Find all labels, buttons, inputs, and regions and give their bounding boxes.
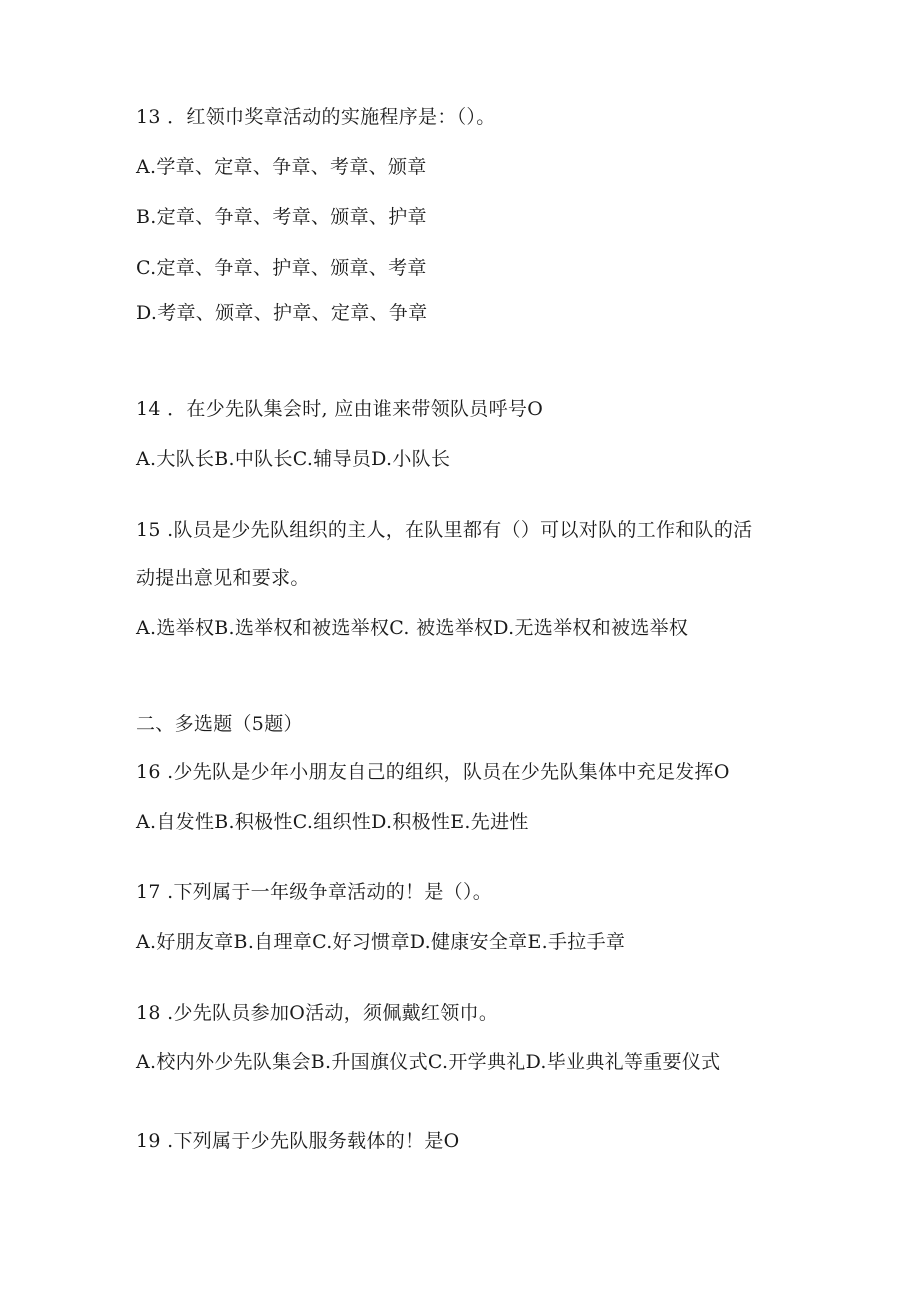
q15-options: A.选举权B.选举权和被选举权C. 被选举权D.无选举权和被选举权 <box>136 617 689 639</box>
q17-options: A.好朋友章B.自理章C.好习惯章D.健康安全章E.手拉手章 <box>136 931 626 953</box>
q13-stem: 13 ．红领巾奖章活动的实施程序是：（）。 <box>136 106 496 128</box>
q13-option-c: C.定章、争章、护章、颁章、考章 <box>136 257 427 279</box>
q13-option-b: B.定章、争章、考章、颁章、护章 <box>136 206 427 228</box>
section-heading: 二、多选题（5题） <box>136 713 303 735</box>
q18-options: A.校内外少先队集会B.升国旗仪式C.开学典礼D.毕业典礼等重要仪式 <box>136 1051 721 1073</box>
q17-stem: 17 .下列属于一年级争章活动的！是（）。 <box>136 881 493 903</box>
q19-stem: 19 .下列属于少先队服务载体的！是O <box>136 1130 460 1152</box>
q16-stem: 16 .少先队是少年小朋友自己的组织，队员在少先队集体中充足发挥O <box>136 761 730 783</box>
q14-options: A.大队长B.中队长C.辅导员D.小队长 <box>136 448 451 470</box>
q15-stem-line1: 15 .队员是少先队组织的主人，在队里都有（）可以对队的工作和队的活 <box>136 519 753 541</box>
q15-stem-line2: 动提出意见和要求。 <box>136 567 310 589</box>
q13-option-a: A.学章、定章、争章、考章、颁章 <box>136 156 427 178</box>
q13-option-d: D.考章、颁章、护章、定章、争章 <box>136 302 428 324</box>
q18-stem: 18 .少先队员参加O活动，须佩戴红领巾。 <box>136 1002 499 1024</box>
q14-stem: 14 ．在少先队集会时, 应由谁来带领队员呼号O <box>136 398 544 420</box>
q16-options: A.自发性B.积极性C.组织性D.积极性E.先进性 <box>136 811 529 833</box>
